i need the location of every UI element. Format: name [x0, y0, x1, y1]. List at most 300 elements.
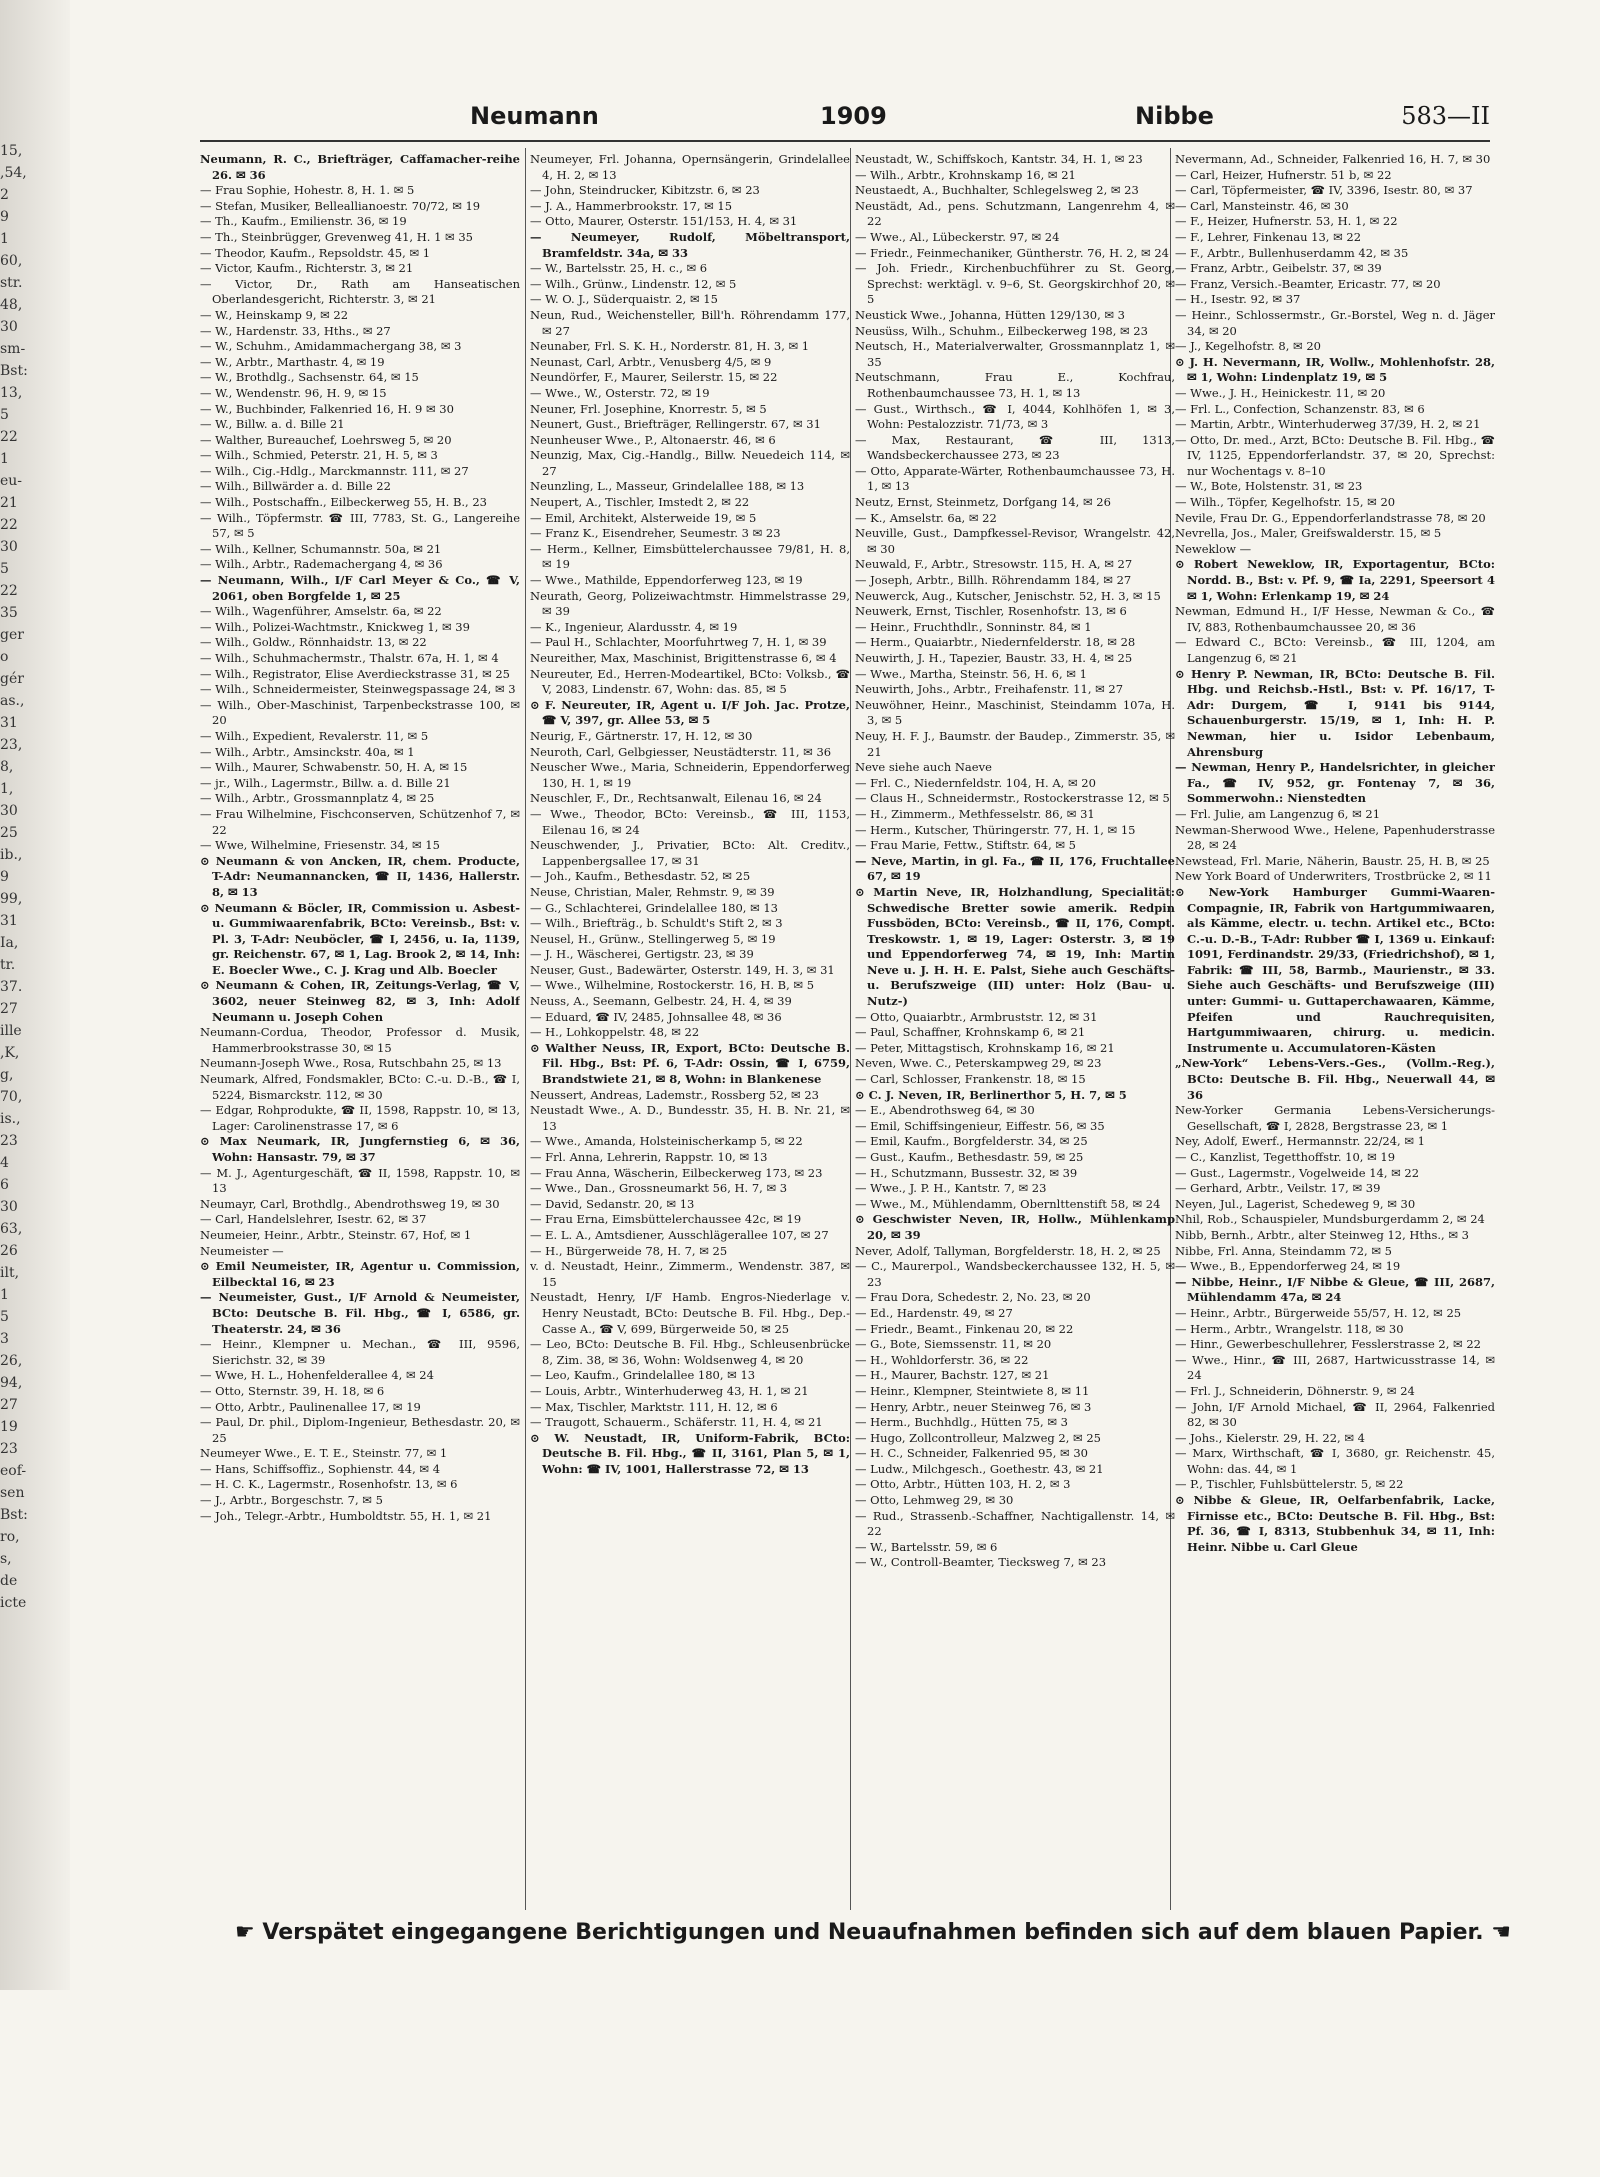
directory-entry: — jr., Wilh., Lagermstr., Billw. a. d. Bille 21 [200, 775, 451, 790]
margin-fragment: ib., [0, 847, 23, 863]
margin-fragment: 63, [0, 1221, 23, 1237]
firm-entry: ⊙ W. Neustadt, IR, Uniform-Fabrik, BCto: Deutsche B. Fil. Hbg., ☎ II, 3161, Plan 5, ✉ 1, Wohn: ☎ IV, 1001, Hallerstrasse 72, ✉ 13 [530, 1430, 850, 1476]
directory-entry: — Frau Dora, Schedestr. 2, No. 23, ✉ 20 [855, 1290, 1091, 1305]
directory-entry: — Johs., Kielerstr. 29, H. 22, ✉ 4 [1175, 1430, 1365, 1445]
directory-entry: — Wwe., W., Osterstr. 72, ✉ 19 [530, 385, 710, 400]
directory-entry: — Herm., Quaiarbtr., Niedernfelderstr. 18, ✉ 28 [855, 635, 1136, 650]
margin-fragment: ,K, [0, 1045, 20, 1061]
margin-fragment: 60, [0, 253, 23, 269]
margin-fragment: eof- [0, 1463, 27, 1479]
directory-entry: Neunaber, Frl. S. K. H., Norderstr. 81, H. 3, ✉ 1 [530, 339, 810, 354]
firm-entry: ⊙ Max Neumark, IR, Jungfernstieg 6, ✉ 36, Wohn: Hansastr. 79, ✉ 37 [200, 1134, 520, 1164]
firm-entry: Neumann, R. C., Briefträger, Caffamacher-reihe 26. ✉ 36 [200, 152, 520, 182]
directory-entry: — Wwe., M., Mühlendamm, Obernlttenstift 58, ✉ 24 [855, 1196, 1161, 1211]
firm-entry: — Neumeister, Gust., I/F Arnold & Neumeister, BCto: Deutsche B. Fil. Hbg., ☎ I, 6586, gr. Theaterstr. 24, ✉ 36 [200, 1290, 520, 1336]
directory-entry: — Friedr., Feinmechaniker, Güntherstr. 76, H. 2, ✉ 24 [855, 245, 1169, 260]
directory-entry: — H. C. K., Lagermstr., Rosenhofstr. 13, ✉ 6 [200, 1477, 458, 1492]
directory-entry: Never, Adolf, Tallyman, Borgfelderstr. 18, H. 2, ✉ 25 [855, 1243, 1161, 1258]
directory-entry: Neunert, Gust., Briefträger, Rellingerstr. 67, ✉ 31 [530, 417, 821, 432]
directory-entry: — C., Maurerpol., Wandsbeckerchaussee 132, H. 5, ✉ 23 [855, 1259, 1175, 1289]
directory-entry: — Wwe., Amanda, Holsteinischerkamp 5, ✉ 22 [530, 1134, 803, 1149]
margin-fragment: 23 [0, 1133, 18, 1149]
directory-entry: — W., Buchbinder, Falkenried 16, H. 9 ✉ 30 [200, 401, 454, 416]
directory-entry: — Stefan, Musiker, Belleallianoestr. 70/72, ✉ 19 [200, 198, 481, 213]
directory-entry: — Victor, Kaufm., Richterstr. 3, ✉ 21 [200, 261, 414, 276]
directory-entry: — Paul, Dr. phil., Diplom-Ingenieur, Bethesdastr. 20, ✉ 25 [200, 1415, 520, 1445]
directory-entry: — G., Bote, Siemssenstr. 11, ✉ 20 [855, 1337, 1052, 1352]
directory-entry: Nibbe, Frl. Anna, Steindamm 72, ✉ 5 [1175, 1243, 1392, 1258]
directory-entry: — Heinr., Arbtr., Bürgerweide 55/57, H. 12, ✉ 25 [1175, 1305, 1462, 1320]
directory-entry: Neustädt, Ad., pens. Schutzmann, Langenrehm 4, ✉ 22 [855, 198, 1175, 229]
directory-entry: Neureuter, Ed., Herren-Modeartikel, BCto: Volksb., ☎ V, 2083, Lindenstr. 67, Wohn: das. 85, ✉ 5 [530, 666, 850, 697]
directory-entry: — Eduard, ☎ IV, 2485, Johnsallee 48, ✉ 36 [530, 1009, 782, 1024]
directory-entry: — Wwe., J. P. H., Kantstr. 7, ✉ 23 [855, 1181, 1047, 1196]
directory-entry: — J., Kegelhofstr. 8, ✉ 20 [1175, 339, 1321, 354]
directory-entry: Newstead, Frl. Marie, Näherin, Baustr. 25, H. B, ✉ 25 [1175, 853, 1490, 868]
directory-column-2 [530, 152, 850, 1907]
firm-entry: ⊙ Geschwister Neven, IR, Hollw., Mühlenkamp 20, ✉ 39 [855, 1212, 1175, 1242]
directory-entry: Neuschler, F., Dr., Rechtsanwalt, Eilenau 16, ✉ 24 [530, 791, 822, 806]
directory-entry: — Wwe., Al., Lübeckerstr. 97, ✉ 24 [855, 229, 1060, 244]
directory-entry: Neurath, Georg, Polizeiwachtmstr. Himmelstrasse 29, ✉ 39 [530, 588, 850, 619]
directory-entry: — Frau Marie, Fettw., Stiftstr. 64, ✉ 5 [855, 838, 1076, 853]
directory-entry: — Frl. J., Schneiderin, Döhnerstr. 9, ✉ 24 [1175, 1383, 1415, 1398]
directory-entry: — W., Bote, Holstenstr. 31, ✉ 23 [1175, 479, 1363, 494]
firm-entry: ⊙ Nibbe & Gleue, IR, Oelfarbenfabrik, Lacke, Firnisse etc., BCto: Deutsche B. Fil. Hbg., Bst: Pf. 36, ☎ I, 8313, Stubbenhuk 34, ✉ 11, Inh: Heinr. Nibbe u. Carl Gleue [1175, 1493, 1495, 1554]
firm-entry: — Neve, Martin, in gl. Fa., ☎ II, 176, Fruchtallee 67, ✉ 19 [855, 853, 1175, 884]
directory-entry: — W., Brothdlg., Sachsenstr. 64, ✉ 15 [200, 370, 419, 385]
directory-entry: Neunzig, Max, Cig.-Handlg., Billw. Neuedeich 114, ✉ 27 [530, 448, 850, 478]
directory-entry: — Wilh., Töpfermstr. ☎ III, 7783, St. G., Langereihe 57, ✉ 5 [200, 510, 520, 541]
margin-fragment: 23 [0, 1441, 18, 1457]
directory-entry: — W., Wendenstr. 96, H. 9, ✉ 15 [200, 385, 387, 400]
directory-entry: — Paul, Schaffner, Krohnskamp 6, ✉ 21 [855, 1025, 1086, 1040]
directory-entry: — Gust., Kaufm., Bethesdastr. 59, ✉ 25 [855, 1150, 1084, 1164]
margin-fragment: 35 [0, 605, 18, 621]
directory-entry: — H., Lohkoppelstr. 48, ✉ 22 [530, 1025, 700, 1040]
directory-entry: Neutschmann, Frau E., Kochfrau, Rothenbaumchaussee 73, H. 1, ✉ 13 [855, 370, 1175, 400]
directory-entry: — Traugott, Schauerm., Schäferstr. 11, H. 4, ✉ 21 [530, 1415, 823, 1430]
margin-fragment: 8, [0, 759, 14, 775]
directory-entry: — Joh. Friedr., Kirchenbuchführer zu St. Georg, Sprechst: werktägl. v. 9–6, St. Georgskirchhof 20, ✉ 5 [855, 261, 1175, 307]
margin-fragment: 70, [0, 1089, 23, 1105]
directory-entry: — F., Arbtr., Bullenhuserdamm 42, ✉ 35 [1175, 245, 1409, 260]
directory-entry: Neuwöhner, Heinr., Maschinist, Steindamm 107a, H. 3, ✉ 5 [855, 697, 1175, 728]
directory-entry: — Wilh., Postschaffn., Eilbeckerweg 55, H. B., 23 [200, 495, 488, 510]
directory-entry: — E. L. A., Amtsdiener, Ausschlägerallee 107, ✉ 27 [530, 1227, 829, 1242]
directory-entry: Newman-Sherwood Wwe., Helene, Papenhuderstrasse 28, ✉ 24 [1175, 822, 1495, 853]
directory-entry: — M. J., Agenturgeschäft, ☎ II, 1598, Rappstr. 10, ✉ 13 [200, 1165, 520, 1196]
directory-entry: Neuser, Gust., Badewärter, Osterstr. 149, H. 3, ✉ 31 [530, 962, 835, 977]
page-number: 583—II [1401, 102, 1490, 130]
directory-entry: — G., Schlachterei, Grindelallee 180, ✉ 13 [530, 900, 779, 915]
directory-entry: Nevermann, Ad., Schneider, Falkenried 16, H. 7, ✉ 30 [1175, 152, 1491, 166]
directory-entry: — W., Schuhm., Amidammachergang 38, ✉ 3 [200, 339, 462, 354]
directory-entry: Neumeyer, Frl. Johanna, Opernsängerin, Grindelallee 4, H. 2, ✉ 13 [530, 152, 850, 182]
directory-entry: — Frl. C., Niedernfeldstr. 104, H. A, ✉ 20 [855, 775, 1096, 790]
margin-fragment: ,54, [0, 165, 27, 181]
directory-entry: Neutz, Ernst, Steinmetz, Dorfgang 14, ✉ 26 [855, 495, 1111, 510]
directory-entry: — Gerhard, Arbtr., Veilstr. 17, ✉ 39 [1175, 1181, 1381, 1196]
directory-entry: — Wwe., Wilhelmine, Rostockerstr. 16, H. B, ✉ 5 [530, 978, 815, 993]
directory-entry: Neweklow — [1175, 541, 1252, 556]
directory-entry: — Henry, Arbtr., neuer Steinweg 76, ✉ 3 [855, 1399, 1092, 1414]
firm-entry: „New-York“ Lebens-Vers.-Ges., (Vollm.-Reg.), BCto: Deutsche B. Fil. Hbg., Neuerwall 44, ✉ 36 [1175, 1056, 1495, 1102]
directory-entry: — H., Schutzmann, Bussestr. 32, ✉ 39 [855, 1165, 1078, 1180]
directory-entry: Neustadt Wwe., A. D., Bundesstr. 35, H. B. Nr. 21, ✉ 13 [530, 1103, 850, 1133]
directory-entry: Neumeyer Wwe., E. T. E., Steinstr. 77, ✉ 1 [200, 1446, 448, 1461]
directory-entry: — Wilh., Polizei-Wachtmstr., Knickweg 1, ✉ 39 [200, 619, 470, 634]
previous-page-margin [0, 140, 60, 1960]
directory-entry: — Otto, Arbtr., Hütten 103, H. 2, ✉ 3 [855, 1477, 1071, 1492]
firm-entry: — Neumann, Wilh., I/F Carl Meyer & Co., ☎ V, 2061, oben Borgfelde 1, ✉ 25 [200, 573, 520, 603]
directory-entry: Neuwirth, J. H., Tapezier, Baustr. 33, H. 4, ✉ 25 [855, 651, 1133, 665]
directory-entry: — Wilh., Maurer, Schwabenstr. 50, H. A, ✉ 15 [200, 760, 468, 775]
margin-fragment: ro, [0, 1529, 20, 1545]
directory-entry: Neuville, Gust., Dampfkessel-Revisor, Wrangelstr. 42, ✉ 30 [855, 526, 1175, 556]
directory-entry: — Wilh., Grünw., Lindenstr. 12, ✉ 5 [530, 276, 737, 291]
margin-fragment: de [0, 1573, 18, 1589]
firm-entry: ⊙ F. Neureuter, IR, Agent u. I/F Joh. Jac. Protze, ☎ V, 397, gr. Allee 53, ✉ 5 [530, 697, 850, 728]
directory-entry: Neustick Wwe., Johanna, Hütten 129/130, ✉ 3 [855, 307, 1125, 322]
margin-fragment: 4 [0, 1155, 9, 1171]
directory-entry: — Joh., Telegr.-Arbtr., Humboldtstr. 55, H. 1, ✉ 21 [200, 1508, 492, 1523]
directory-entry: Neuse, Christian, Maler, Rehmstr. 9, ✉ 39 [530, 884, 775, 899]
directory-entry: — Gust., Lagermstr., Vogelweide 14, ✉ 22 [1175, 1165, 1420, 1180]
margin-fragment: 3 [0, 1331, 9, 1347]
directory-entry: — Carl, Schlosser, Frankenstr. 18, ✉ 15 [855, 1072, 1086, 1087]
directory-entry: — Theodor, Kaufm., Repsoldstr. 45, ✉ 1 [200, 245, 431, 260]
firm-entry: ⊙ Emil Neumeister, IR, Agentur u. Commission, Eilbecktal 16, ✉ 23 [200, 1259, 520, 1289]
directory-entry: Neuscher Wwe., Maria, Schneiderin, Eppendorferweg 130, H. 1, ✉ 19 [530, 760, 850, 790]
margin-fragment: ilt, [0, 1265, 20, 1281]
directory-entry: — Hinr., Gewerbeschullehrer, Fesslerstrasse 2, ✉ 22 [1175, 1337, 1481, 1352]
directory-entry: — Otto, Maurer, Osterstr. 151/153, H. 4, ✉ 31 [530, 214, 798, 229]
directory-entry: — Wwe, H. L., Hohenfelderallee 4, ✉ 24 [200, 1368, 434, 1383]
directory-entry: Neunast, Carl, Arbtr., Venusberg 4/5, ✉ 9 [530, 354, 772, 369]
directory-entry: Neuner, Frl. Josephine, Knorrestr. 5, ✉ 5 [530, 401, 767, 416]
directory-entry: — Wilh., Wagenführer, Amselstr. 6a, ✉ 22 [200, 604, 442, 619]
margin-fragment: 48, [0, 297, 23, 313]
directory-column-1 [200, 152, 520, 1907]
directory-entry: — Friedr., Beamt., Finkenau 20, ✉ 22 [855, 1321, 1074, 1336]
directory-entry: — Otto, Arbtr., Paulinenallee 17, ✉ 19 [200, 1399, 421, 1414]
firm-entry: — Nibbe, Heinr., I/F Nibbe & Gleue, ☎ III, 2687, Mühlendamm 47a, ✉ 24 [1175, 1274, 1495, 1305]
header-last-name: Nibbe [1135, 102, 1214, 130]
directory-entry: — Herm., Kellner, Eimsbüttelerchaussee 79/81, H. 8, ✉ 19 [530, 541, 850, 572]
directory-entry: Neunheuser Wwe., P., Altonaerstr. 46, ✉ 6 [530, 432, 776, 447]
directory-entry: — Emil, Schiffsingenieur, Eiffestr. 56, ✉ 35 [855, 1118, 1105, 1133]
directory-entry: — Marx, Wirthschaft, ☎ I, 3680, gr. Reichenstr. 45, Wohn: das. 44, ✉ 1 [1175, 1446, 1495, 1476]
directory-entry: — Carl, Handelslehrer, Isestr. 62, ✉ 37 [200, 1212, 427, 1227]
margin-fragment: sm- [0, 341, 26, 357]
directory-entry: Nibb, Bernh., Arbtr., alter Steinweg 12, Hths., ✉ 3 [1175, 1227, 1469, 1242]
footer-text: Verspätet eingegangene Berichtigungen und Neuaufnahmen befinden sich auf dem blauen Papier. [262, 1920, 1484, 1945]
margin-fragment: 23, [0, 737, 23, 753]
directory-entry: Neusüss, Wilh., Schuhm., Eilbeckerweg 198, ✉ 23 [855, 323, 1148, 338]
margin-fragment: 15, [0, 143, 23, 159]
margin-fragment: 1 [0, 451, 9, 467]
directory-entry: — David, Sedanstr. 20, ✉ 13 [530, 1196, 695, 1211]
directory-entry: — Heinr., Klempner u. Mechan., ☎ III, 9596, Sierichstr. 32, ✉ 39 [200, 1337, 520, 1367]
margin-fragment: Bst: [0, 1507, 28, 1523]
directory-entry: — Wilh., Arbtr., Krohnskamp 16, ✉ 21 [855, 167, 1076, 182]
directory-entry: — Gust., Wirthsch., ☎ I, 4044, Kohlhöfen 1, ✉ 3, Wohn: Pestalozzistr. 71/73, ✉ 3 [855, 401, 1175, 432]
firm-entry: — Neumeyer, Rudolf, Möbeltransport, Bramfeldstr. 34a, ✉ 33 [530, 229, 850, 260]
directory-entry: — Wilh., Cig.-Hdlg., Marckmannstr. 111, ✉ 27 [200, 463, 469, 478]
directory-entry: — Rud., Strassenb.-Schaffner, Nachtigallenstr. 14, ✉ 22 [855, 1508, 1175, 1539]
margin-fragment: gér [0, 671, 24, 687]
directory-entry: — J. A., Hammerbrookstr. 17, ✉ 15 [530, 198, 733, 213]
directory-entry: — Emil, Kaufm., Borgfelderstr. 34, ✉ 25 [855, 1134, 1088, 1149]
directory-entry: — Wilh., Briefträg., b. Schuldt's Stift 2, ✉ 3 [530, 916, 783, 931]
directory-entry: — Wilh., Ober-Maschinist, Tarpenbeckstrasse 100, ✉ 20 [200, 697, 520, 728]
directory-entry: Neunzling, L., Masseur, Grindelallee 188, ✉ 13 [530, 479, 805, 494]
directory-entry: Neurig, F., Gärtnerstr. 17, H. 12, ✉ 30 [530, 728, 753, 743]
directory-entry: — Otto, Sternstr. 39, H. 18, ✉ 6 [200, 1383, 385, 1398]
directory-entry: Neustadt, Henry, I/F Hamb. Engros-Niederlage v. Henry Neustadt, BCto: Deutsche B. Fil. Hbg., Dep.-Casse A., ☎ V, 699, Bürgerweide 50, ✉ 25 [530, 1290, 850, 1336]
directory-entry: — Heinr., Schlossermstr., Gr.-Borstel, Weg n. d. Jäger 34, ✉ 20 [1175, 307, 1495, 338]
margin-fragment: 5 [0, 1309, 9, 1325]
directory-entry: — Wwe., Mathilde, Eppendorferweg 123, ✉ 19 [530, 573, 803, 588]
margin-fragment: 26 [0, 1243, 18, 1259]
directory-entry: — Wilh., Arbtr., Rademachergang 4, ✉ 36 [200, 557, 443, 572]
directory-entry: — H. C., Schneider, Falkenried 95, ✉ 30 [855, 1446, 1088, 1461]
margin-fragment: str. [0, 275, 23, 291]
directory-entry: — H., Isestr. 92, ✉ 37 [1175, 292, 1301, 307]
directory-entry: Neve siehe auch Naeve [855, 760, 992, 775]
margin-fragment: sen [0, 1485, 25, 1501]
directory-column-3 [855, 152, 1175, 1907]
directory-entry: Neuwald, F., Arbtr., Stresowstr. 115, H. A, ✉ 27 [855, 557, 1133, 572]
directory-entry: Neuss, A., Seemann, Gelbestr. 24, H. 4, ✉ 39 [530, 994, 792, 1009]
directory-entry: — Wilh., Arbtr., Grossmannplatz 4, ✉ 25 [200, 791, 435, 806]
directory-entry: — Frl. Anna, Lehrerin, Rappstr. 10, ✉ 13 [530, 1150, 768, 1164]
margin-fragment: g, [0, 1067, 14, 1083]
directory-entry: Ney, Adolf, Ewerf., Hermannstr. 22/24, ✉ 1 [1175, 1134, 1425, 1149]
directory-entry: Neumeier, Heinr., Arbtr., Steinstr. 67, Hof, ✉ 1 [200, 1227, 472, 1242]
directory-entry: — Carl, Mansteinstr. 46, ✉ 30 [1175, 198, 1349, 213]
pointing-hand-icon: ☛ [235, 1920, 255, 1945]
pointing-hand-icon: ☚ [1491, 1920, 1512, 1945]
directory-entry: — Wilh., Kellner, Schumannstr. 50a, ✉ 21 [200, 541, 442, 556]
directory-entry: — H., Maurer, Bachstr. 127, ✉ 21 [855, 1368, 1050, 1383]
directory-entry: Neusel, H., Grünw., Stellingerweg 5, ✉ 19 [530, 931, 776, 946]
directory-entry: — Ludw., Milchgesch., Goethestr. 43, ✉ 21 [855, 1461, 1104, 1476]
margin-fragment: icte [0, 1595, 27, 1611]
directory-entry: — Edgar, Rohprodukte, ☎ II, 1598, Rappstr. 10, ✉ 13, Lager: Carolinenstrasse 17, ✉ 6 [200, 1103, 520, 1133]
directory-entry: — Wilh., Schmied, Peterstr. 21, H. 5, ✉ 3 [200, 448, 438, 463]
margin-fragment: ger [0, 627, 24, 643]
directory-entry: New York Board of Underwriters, Trostbrücke 2, ✉ 11 [1175, 869, 1492, 884]
directory-entry: New-Yorker Germania Lebens-Versicherungs-Gesellschaft, ☎ I, 2828, Bergstrasse 23, ✉ 1 [1175, 1103, 1495, 1133]
directory-entry: — Frl. L., Confection, Schanzenstr. 83, ✉ 6 [1175, 401, 1425, 416]
directory-entry: Neyen, Jul., Lagerist, Schedeweg 9, ✉ 30 [1175, 1196, 1416, 1211]
directory-entry: — Wwe., Hinr., ☎ III, 2687, Hartwicusstrasse 14, ✉ 24 [1175, 1352, 1495, 1383]
directory-entry: Neustadt, W., Schiffskoch, Kantstr. 34, H. 1, ✉ 23 [855, 152, 1143, 166]
directory-entry: — Wilh., Schuhmachermstr., Thalstr. 67a, H. 1, ✉ 4 [200, 651, 499, 665]
directory-entry: Neumann-Cordua, Theodor, Professor d. Musik, Hammerbrookstrasse 30, ✉ 15 [200, 1025, 520, 1055]
directory-entry: — C., Kanzlist, Tegetthoffstr. 10, ✉ 19 [1175, 1150, 1396, 1164]
directory-entry: Neundörfer, F., Maurer, Seilerstr. 15, ✉ 22 [530, 370, 778, 385]
column-divider [525, 148, 526, 1910]
directory-entry: — Leo, Kaufm., Grindelallee 180, ✉ 13 [530, 1368, 756, 1383]
directory-entry: — Victor, Dr., Rath am Hanseatischen Oberlandesgericht, Richterstr. 3, ✉ 21 [200, 276, 520, 307]
directory-entry: — Frl. Julie, am Langenzug 6, ✉ 21 [1175, 806, 1381, 821]
margin-fragment: 22 [0, 583, 18, 599]
directory-entry: v. d. Neustadt, Heinr., Zimmerm., Wendenstr. 387, ✉ 15 [530, 1259, 850, 1289]
directory-entry: Nhil, Rob., Schauspieler, Mundsburgerdamm 2, ✉ 24 [1175, 1212, 1485, 1227]
directory-entry: Nevrella, Jos., Maler, Greifswalderstr. 15, ✉ 5 [1175, 526, 1442, 541]
column-divider [850, 148, 851, 1910]
margin-fragment: 94, [0, 1375, 23, 1391]
directory-entry: — Th., Steinbrügger, Grevenweg 41, H. 1 ✉ 35 [200, 229, 473, 244]
margin-fragment: ille [0, 1023, 22, 1039]
directory-entry: — Heinr., Fruchthdlr., Sonninstr. 84, ✉ 1 [855, 619, 1092, 634]
margin-fragment: 21 [0, 495, 18, 511]
margin-fragment: 31 [0, 715, 18, 731]
directory-entry: — Wilh., Expedient, Revalerstr. 11, ✉ 5 [200, 728, 429, 743]
margin-fragment: 1 [0, 1287, 9, 1303]
directory-entry: — Hans, Schiffsoffiz., Sophienstr. 44, ✉ 4 [200, 1461, 441, 1476]
margin-fragment: 30 [0, 1199, 18, 1215]
directory-entry: — Herm., Kutscher, Thüringerstr. 77, H. 1, ✉ 15 [855, 822, 1136, 837]
directory-entry: — F., Lehrer, Finkenau 13, ✉ 22 [1175, 229, 1362, 244]
margin-fragment: 13, [0, 385, 23, 401]
firm-entry: ⊙ C. J. Neven, IR, Berlinerthor 5, H. 7, ✉ 5 [855, 1087, 1127, 1102]
margin-fragment: is., [0, 1111, 21, 1127]
directory-entry: — Wwe., Theodor, BCto: Vereinsb., ☎ III, 1153, Eilenau 16, ✉ 24 [530, 806, 850, 837]
margin-fragment: Bst: [0, 363, 28, 379]
directory-entry: — Th., Kaufm., Emilienstr. 36, ✉ 19 [200, 214, 407, 229]
directory-entry: — Franz K., Eisendreher, Seumestr. 3 ✉ 23 [530, 526, 781, 541]
directory-entry: Neuy, H. F. J., Baumstr. der Baudep., Zimmerstr. 35, ✉ 21 [855, 728, 1175, 759]
margin-fragment: 26, [0, 1353, 23, 1369]
directory-entry: — W., Bartelsstr. 25, H. c., ✉ 6 [530, 261, 708, 276]
directory-entry: Neumann-Joseph Wwe., Rosa, Rutschbahn 25, ✉ 13 [200, 1056, 502, 1071]
margin-fragment: 31 [0, 913, 18, 929]
directory-entry: — Wilh., Goldw., Rönnhaidstr. 13, ✉ 22 [200, 635, 427, 650]
directory-entry: — Wwe., J. H., Heinickestr. 11, ✉ 20 [1175, 385, 1386, 400]
directory-entry: Neven, Wwe. C., Peterskampweg 29, ✉ 23 [855, 1056, 1102, 1071]
directory-entry: Neumeister — [200, 1243, 284, 1258]
directory-entry: — Joh., Kaufm., Bethesdastr. 52, ✉ 25 [530, 869, 751, 884]
firm-entry: — Newman, Henry P., Handelsrichter, in gleicher Fa., ☎ IV, 952, gr. Fontenay 7, ✉ 36, Sommerwohn.: Nienstedten [1175, 760, 1495, 806]
directory-entry: — Franz, Arbtr., Geibelstr. 37, ✉ 39 [1175, 261, 1382, 276]
directory-entry: — Wilh., Billwärder a. d. Bille 22 [200, 479, 391, 494]
margin-fragment: 9 [0, 209, 9, 225]
margin-fragment: 19 [0, 1419, 18, 1435]
directory-entry: — H., Wohldorferstr. 36, ✉ 22 [855, 1352, 1029, 1367]
directory-entry: — Otto, Lehmweg 29, ✉ 30 [855, 1493, 1014, 1508]
directory-entry: — Wwe., Dan., Grossneumarkt 56, H. 7, ✉ 3 [530, 1181, 788, 1196]
directory-entry: — Frau Erna, Eimsbüttelerchaussee 42c, ✉ 19 [530, 1212, 802, 1227]
margin-fragment: 30 [0, 539, 18, 555]
firm-entry: ⊙ Neumann & Böcler, IR, Commission u. Asbest- u. Gummiwaarenfabrik, BCto: Vereinsb., Bst: v. Pl. 3, T-Adr: Neuböcler, ☎ I, 2456, u. Ia, 1139, gr. Reichenstr. 67, ✉ 1, Lag. Brook 2, ✉ 14, Inh: E. Boecler Wwe., C. J. Krag und Alb. Boecler [200, 900, 520, 977]
margin-fragment: 99, [0, 891, 23, 907]
directory-entry: — Wilh., Arbtr., Amsinckstr. 40a, ✉ 1 [200, 744, 415, 759]
directory-entry: — W., Bartelsstr. 59, ✉ 6 [855, 1539, 998, 1554]
directory-entry: — W., Billw. a. d. Bille 21 [200, 417, 345, 432]
directory-entry: — W. O. J., Süderquaistr. 2, ✉ 15 [530, 292, 718, 307]
header-year: 1909 [820, 102, 887, 130]
margin-fragment: 5 [0, 561, 9, 577]
directory-entry: Neupert, A., Tischler, Imstedt 2, ✉ 22 [530, 495, 750, 510]
directory-entry: — W., Controll-Beamter, Tiecksweg 7, ✉ 23 [855, 1555, 1107, 1570]
directory-entry: Neuwerk, Ernst, Tischler, Rosenhofstr. 13, ✉ 6 [855, 604, 1127, 619]
directory-entry: — Franz, Versich.-Beamter, Ericastr. 77, ✉ 20 [1175, 276, 1441, 291]
directory-entry: — Wwe., B., Eppendorferweg 24, ✉ 19 [1175, 1259, 1401, 1274]
margin-fragment: 27 [0, 1397, 18, 1413]
margin-fragment: 2 [0, 187, 9, 203]
directory-entry: Newman, Edmund H., I/F Hesse, Newman & Co., ☎ IV, 883, Rothenbaumchaussee 20, ✉ 36 [1175, 604, 1495, 634]
directory-entry: — Max, Tischler, Marktstr. 111, H. 12, ✉ 6 [530, 1399, 778, 1414]
margin-fragment: eu- [0, 473, 23, 489]
firm-entry: ⊙ J. H. Nevermann, IR, Wollw., Mohlenhofstr. 28, ✉ 1, Wohn: Lindenplatz 19, ✉ 5 [1175, 354, 1495, 385]
directory-entry: — Herm., Buchhdlg., Hütten 75, ✉ 3 [855, 1415, 1068, 1430]
margin-fragment: 1, [0, 781, 14, 797]
margin-fragment: tr. [0, 957, 16, 973]
directory-entry: — Wwe., Martha, Steinstr. 56, H. 6, ✉ 1 [855, 666, 1087, 681]
firm-entry: ⊙ Neumann & Cohen, IR, Zeitungs-Verlag, ☎ V, 3602, neuer Steinweg 82, ✉ 3, Inh: Adolf Neumann u. Joseph Cohen [200, 978, 520, 1024]
firm-entry: ⊙ Neumann & von Ancken, IR, chem. Producte, T-Adr: Neumannancken, ☎ II, 1436, Hallerstr. 8, ✉ 13 [200, 853, 520, 899]
directory-entry: Neun, Rud., Weichensteller, Bill'h. Röhrendamm 177, ✉ 27 [530, 307, 850, 338]
margin-fragment: as., [0, 693, 25, 709]
directory-entry: — Frau Wilhelmine, Fischconserven, Schützenhof 7, ✉ 22 [200, 806, 520, 837]
directory-entry: — H., Bürgerweide 78, H. 7, ✉ 25 [530, 1243, 728, 1258]
directory-entry: — J., Arbtr., Borgeschstr. 7, ✉ 5 [200, 1493, 383, 1508]
directory-entry: — W., Hardenstr. 33, Hths., ✉ 27 [200, 323, 391, 338]
directory-entry: — Heinr., Klempner, Steintwiete 8, ✉ 11 [855, 1383, 1090, 1398]
directory-entry: — Claus H., Schneidermstr., Rostockerstrasse 12, ✉ 5 [855, 791, 1170, 806]
directory-entry: Neuwerck, Aug., Kutscher, Jenischstr. 52, H. 3, ✉ 15 [855, 588, 1161, 603]
directory-entry: — F., Heizer, Hufnerstr. 53, H. 1, ✉ 22 [1175, 214, 1398, 229]
directory-entry: Neuwirth, Johs., Arbtr., Freihafenstr. 11, ✉ 27 [855, 682, 1124, 697]
margin-fragment: 27 [0, 1001, 18, 1017]
page-header [200, 102, 1490, 136]
directory-entry: — Walther, Bureauchef, Loehrsweg 5, ✉ 20 [200, 432, 452, 447]
directory-column-4 [1175, 152, 1495, 1907]
directory-entry: — Wilh., Töpfer, Kegelhofstr. 15, ✉ 20 [1175, 495, 1396, 510]
directory-entry: — Peter, Mittagstisch, Krohnskamp 16, ✉ 21 [855, 1040, 1115, 1055]
margin-fragment: 25 [0, 825, 18, 841]
directory-entry: — Paul H., Schlachter, Moorfuhrtweg 7, H. 1, ✉ 39 [530, 635, 827, 650]
margin-fragment: s, [0, 1551, 12, 1567]
directory-entry: — Wwe, Wilhelmine, Friesenstr. 34, ✉ 15 [200, 838, 440, 853]
directory-entry: — Emil, Architekt, Alsterweide 19, ✉ 5 [530, 510, 757, 525]
directory-entry: — W., Heinskamp 9, ✉ 22 [200, 307, 349, 322]
margin-fragment: o [0, 649, 9, 665]
directory-entry: — Carl, Heizer, Hufnerstr. 51 b, ✉ 22 [1175, 167, 1392, 182]
margin-fragment: 22 [0, 429, 18, 445]
directory-entry: — Edward C., BCto: Vereinsb., ☎ III, 1204, am Langenzug 6, ✉ 21 [1175, 635, 1495, 665]
margin-fragment: 1 [0, 231, 9, 247]
firm-entry: ⊙ Walther Neuss, IR, Export, BCto: Deutsche B. Fil. Hbg., Bst: Pf. 6, T-Adr: Ossin, ☎ I, 6759, Brandstwiete 21, ✉ 8, Wohn: in Blankenese [530, 1040, 850, 1087]
directory-entry: — Wilh., Schneidermeister, Steinwegspassage 24, ✉ 3 [200, 682, 516, 697]
directory-entry: Neustaedt, A., Buchhalter, Schlegelsweg 2, ✉ 23 [855, 183, 1139, 198]
directory-entry: — Leo, BCto: Deutsche B. Fil. Hbg., Schleusenbrücke 8, Zim. 38, ✉ 36, Wohn: Woldsenweg 4, ✉ 20 [530, 1337, 850, 1367]
directory-entry: — W., Arbtr., Marthastr. 4, ✉ 19 [200, 354, 385, 369]
directory-entry: Neussert, Andreas, Lademstr., Rossberg 52, ✉ 23 [530, 1087, 819, 1102]
directory-entry: — Louis, Arbtr., Winterhuderweg 43, H. 1, ✉ 21 [530, 1383, 809, 1398]
directory-entry: — Hugo, Zollcontrolleur, Malzweg 2, ✉ 25 [855, 1430, 1101, 1445]
margin-fragment: Ia, [0, 935, 19, 951]
directory-entry: — K., Ingenieur, Alardusstr. 4, ✉ 19 [530, 619, 738, 634]
directory-entry: — Max, Restaurant, ☎ III, 1313, Wandsbeckerchaussee 273, ✉ 23 [855, 432, 1175, 463]
header-rule [200, 140, 1490, 142]
directory-entry: Neutsch, H., Materialverwalter, Grossmannplatz 1, ✉ 35 [855, 339, 1175, 369]
directory-entry: — K., Amselstr. 6a, ✉ 22 [855, 510, 997, 525]
